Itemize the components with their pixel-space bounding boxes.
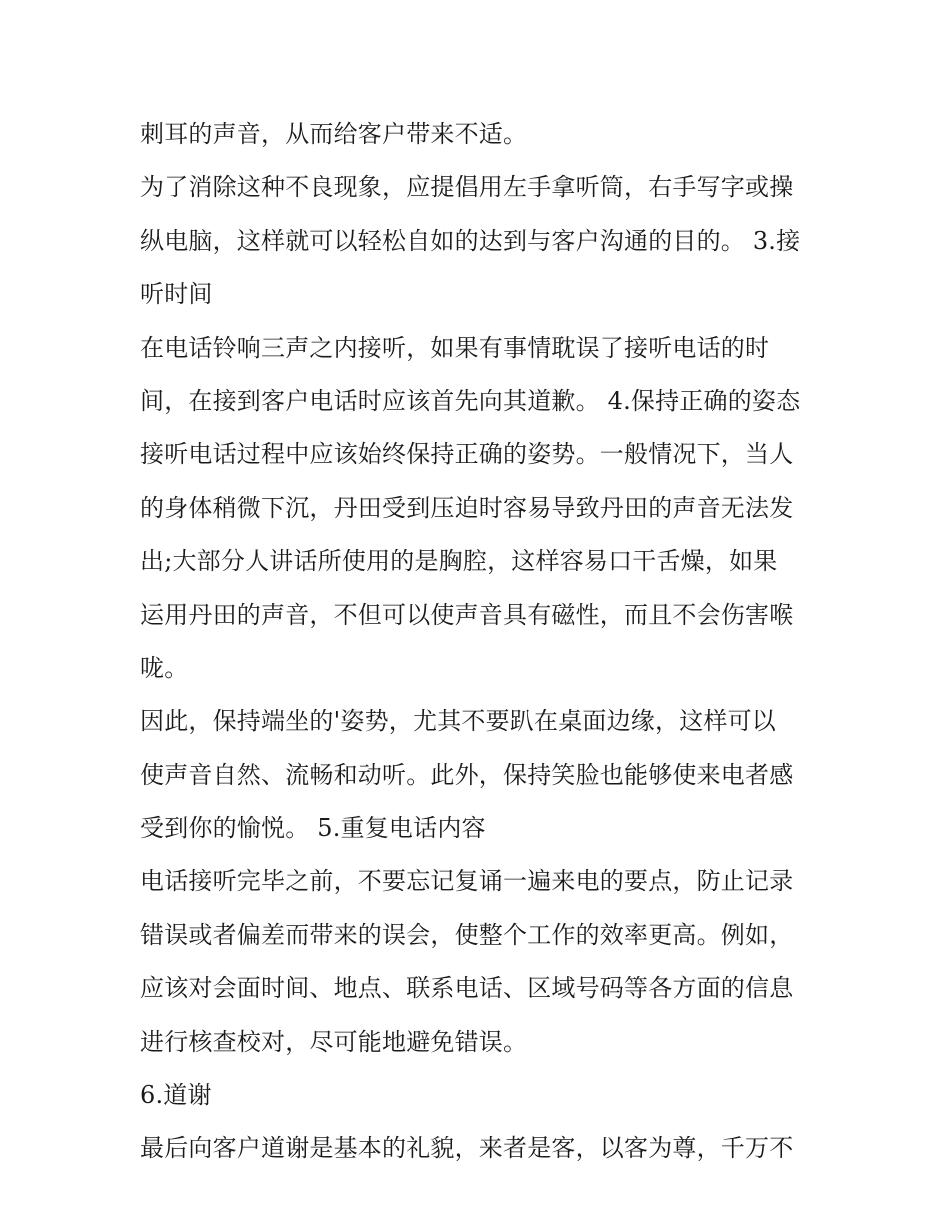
text-line: 间，在接到客户电话时应该首先向其道歉。 4.保持正确的姿态: [140, 386, 801, 415]
text-line: 因此，保持端坐的'姿势，尤其不要趴在桌面边缘，这样可以: [140, 707, 776, 736]
text-line: 纵电脑，这样就可以轻松自如的达到与客户沟通的目的。 3.接: [140, 226, 801, 255]
text-line: 6.道谢: [140, 1081, 212, 1110]
text-line: 受到你的愉悦。 5.重复电话内容: [140, 814, 486, 843]
text-line: 运用丹田的声音，不但可以使声音具有磁性，而且不会伤害喉: [140, 600, 794, 629]
text-line: 听时间: [140, 280, 213, 309]
text-line: 进行核查校对，尽可能地避免错误。: [140, 1027, 528, 1056]
text-line: 出;大部分人讲话所使用的是胸腔，这样容易口干舌燥，如果: [140, 547, 778, 576]
text-line: 使声音自然、流畅和动听。此外，保持笑脸也能够使来电者感: [140, 760, 794, 789]
text-line: 错误或者偏差而带来的误会，使整个工作的效率更高。例如，: [140, 920, 794, 949]
text-line: 为了消除这种不良现象，应提倡用左手拿听筒，右手写字或操: [140, 173, 794, 202]
text-line: 应该对会面时间、地点、联系电话、区域号码等各方面的信息: [140, 974, 794, 1003]
text-line: 刺耳的声音，从而给客户带来不适。: [140, 120, 528, 148]
text-line: 电话接听完毕之前，不要忘记复诵一遍来电的要点，防止记录: [140, 867, 794, 896]
text-line: 接听电话过程中应该始终保持正确的姿势。一般情况下，当人: [140, 440, 794, 469]
text-line: 最后向客户道谢是基本的礼貌，来者是客，以客为尊，千万不: [140, 1134, 794, 1163]
text-line: 咙。: [140, 653, 189, 682]
text-line: 在电话铃响三声之内接听，如果有事情耽误了接听电话的时: [140, 333, 770, 362]
body-text: [140, 108, 820, 1176]
text-line: 的身体稍微下沉，丹田受到压迫时容易导致丹田的声音无法发: [140, 493, 794, 522]
